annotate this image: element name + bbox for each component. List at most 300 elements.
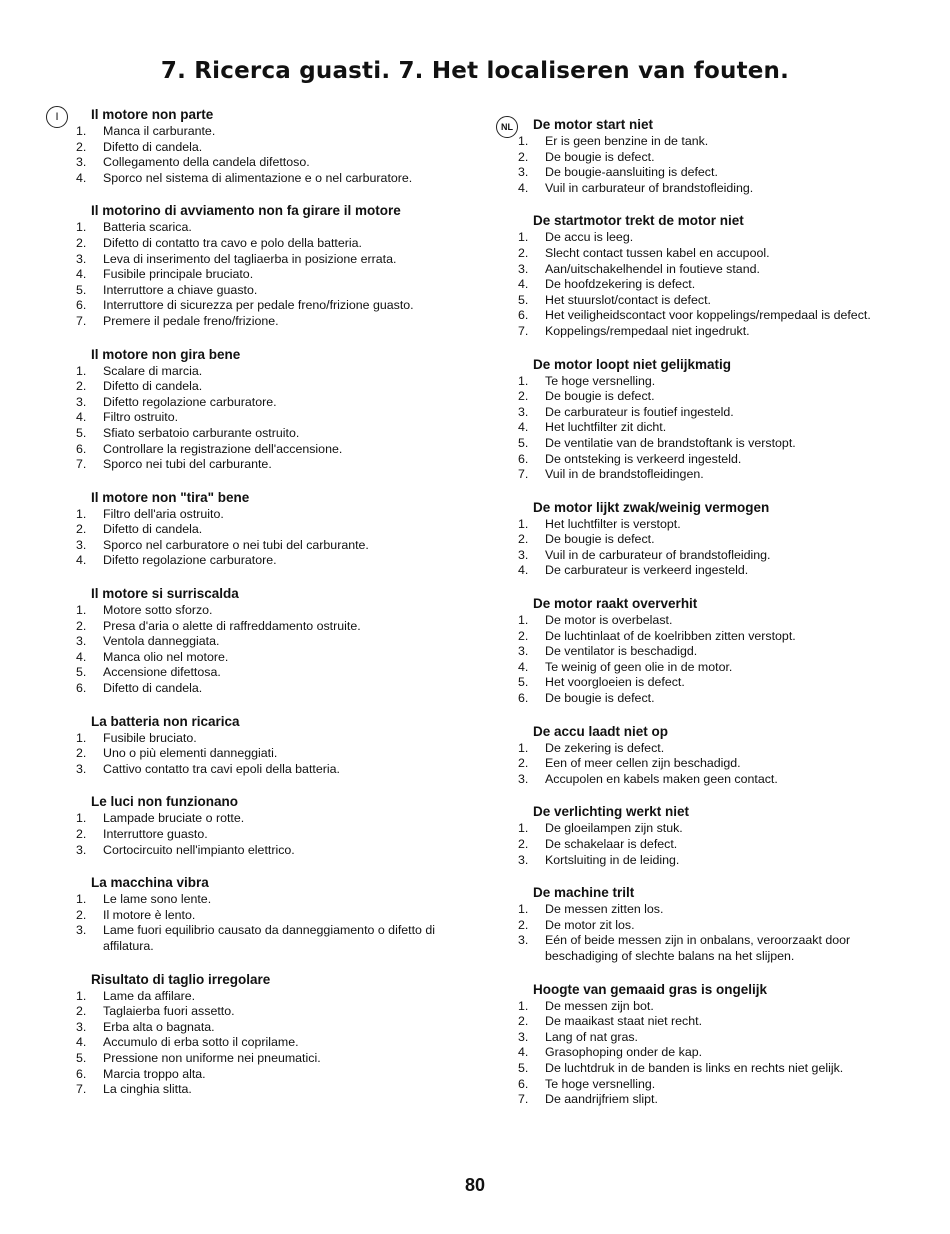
item-text: Batteria scarica. xyxy=(103,220,192,235)
list-item xyxy=(76,457,466,473)
item-text: Grasophoping onder de kap. xyxy=(545,1045,703,1060)
item-text: La cinghia slitta. xyxy=(103,1082,192,1097)
item-text: Accensione difettosa. xyxy=(103,665,221,680)
item-number: 2. xyxy=(76,235,87,250)
page-number: 80 xyxy=(464,1175,486,1195)
list-item xyxy=(76,746,466,762)
section-heading: De verlichting werkt niet xyxy=(533,804,690,820)
troubleshooting-section xyxy=(518,803,898,868)
section-heading: De accu laadt niet op xyxy=(533,723,669,739)
item-number: 3. xyxy=(518,404,529,419)
section-heading: Il motore non "tira" bene xyxy=(91,489,250,505)
item-text: Cortocircuito nell'impianto elettrico. xyxy=(103,842,295,857)
item-text: Kortsluiting in de leiding. xyxy=(545,852,680,867)
cause-list xyxy=(518,741,898,788)
troubleshooting-section xyxy=(76,489,466,569)
list-item xyxy=(76,379,466,395)
item-text: Premere il pedale freno/frizione. xyxy=(103,313,279,328)
item-number: 1. xyxy=(518,134,529,148)
list-item xyxy=(518,420,898,436)
cause-list xyxy=(76,507,466,569)
item-text: Sporco nel carburatore o nei tubi del carburante. xyxy=(103,537,369,552)
list-item xyxy=(76,827,466,843)
list-item xyxy=(76,811,466,827)
item-text: Vuil in de carburateur of brandstofleiding. xyxy=(545,547,771,562)
item-number: 2. xyxy=(76,746,87,761)
list-item xyxy=(518,452,898,468)
troubleshooting-section xyxy=(76,585,466,697)
item-text: De ontsteking is verkeerd ingesteld. xyxy=(545,451,742,466)
item-number: 2. xyxy=(76,618,87,633)
section-heading: Le luci non funzionano xyxy=(91,794,238,810)
item-text: Presa d'aria o alette di raffreddamento ostruite. xyxy=(103,618,361,633)
item-number: 1. xyxy=(76,730,87,745)
item-number: 4. xyxy=(518,1045,529,1060)
troubleshooting-section xyxy=(76,713,466,778)
item-number: 5. xyxy=(518,1060,529,1075)
troubleshooting-section xyxy=(76,106,466,186)
item-text: Marcia troppo alta. xyxy=(103,1066,206,1081)
list-item xyxy=(518,613,898,629)
item-number: 4. xyxy=(518,563,529,578)
item-number: 1. xyxy=(76,363,87,378)
item-text: Te hoge versnelling. xyxy=(545,373,656,388)
section-heading: De startmotor trekt de motor niet xyxy=(533,213,744,229)
item-text: Koppelings/rempedaal niet ingedrukt. xyxy=(545,323,750,338)
item-text: Difetto di candela. xyxy=(103,522,203,537)
list-item xyxy=(518,821,898,837)
item-text: De messen zijn bot. xyxy=(545,998,654,1013)
item-text: Filtro dell'aria ostruito. xyxy=(103,506,224,521)
list-item xyxy=(76,681,466,697)
item-number: 4. xyxy=(518,180,529,195)
list-item xyxy=(518,563,898,579)
list-item xyxy=(518,918,898,934)
list-item xyxy=(76,538,466,554)
item-number: 1. xyxy=(76,811,87,826)
section-heading: Risultato di taglio irregolare xyxy=(91,971,271,987)
item-number: 3. xyxy=(76,394,87,409)
list-item xyxy=(518,405,898,421)
list-item xyxy=(76,298,466,314)
list-item xyxy=(518,629,898,645)
list-item xyxy=(76,1020,466,1036)
section-heading: Il motore si surriscalda xyxy=(91,586,239,602)
list-item xyxy=(76,507,466,523)
item-text: Pressione non uniforme nei pneumatici. xyxy=(103,1050,321,1065)
item-text: De ventilatie van de brandstoftank is verstopt. xyxy=(545,435,796,450)
list-item xyxy=(518,691,898,707)
item-number: 1. xyxy=(76,603,87,618)
troubleshooting-section xyxy=(518,723,898,788)
section-heading: De motor raakt oververhit xyxy=(533,596,698,612)
item-text: Het luchtfilter is verstopt. xyxy=(545,516,681,531)
item-number: 1. xyxy=(518,902,529,917)
troubleshooting-section xyxy=(518,116,898,196)
item-number: 1. xyxy=(76,892,87,907)
item-text: Collegamento della candela difettoso. xyxy=(103,155,310,170)
item-text: Sporco nei tubi del carburante. xyxy=(103,457,272,472)
list-item xyxy=(76,283,466,299)
item-text: De luchtinlaat of de koelribben zitten verstopt. xyxy=(545,628,796,643)
item-text: Interruttore di sicurezza per pedale freno/frizione guasto. xyxy=(103,298,414,313)
item-number: 3. xyxy=(518,1029,529,1044)
item-number: 4. xyxy=(518,277,529,292)
item-number: 3. xyxy=(76,761,87,776)
list-item xyxy=(518,436,898,452)
item-number: 4. xyxy=(76,553,87,568)
list-item xyxy=(518,756,898,772)
item-number: 6. xyxy=(76,681,87,696)
item-number: 6. xyxy=(76,441,87,456)
troubleshooting-section xyxy=(76,874,466,954)
item-text: Eén of beide messen zijn in onbalans, veroorzaakt door beschadiging of slechte balans na het slijpen. xyxy=(545,933,851,963)
item-text: Vuil in carburateur of brandstofleiding. xyxy=(545,180,754,195)
item-number: 2. xyxy=(518,245,529,260)
list-item xyxy=(76,665,466,681)
list-item xyxy=(518,517,898,533)
item-number: 2. xyxy=(76,907,87,922)
item-text: Le lame sono lente. xyxy=(103,892,212,907)
item-number: 6. xyxy=(518,308,529,323)
list-item xyxy=(76,1082,466,1098)
item-number: 3. xyxy=(518,644,529,659)
item-number: 2. xyxy=(518,917,529,932)
troubleshooting-section xyxy=(76,202,466,329)
item-text: De carburateur is foutief ingesteld. xyxy=(545,404,734,419)
item-number: 5. xyxy=(518,292,529,307)
section-heading: La macchina vibra xyxy=(91,875,209,891)
list-item xyxy=(76,220,466,236)
list-item xyxy=(518,1092,898,1108)
item-text: Uno o più elementi danneggiati. xyxy=(103,746,278,761)
item-number: 6. xyxy=(76,1066,87,1081)
list-item xyxy=(76,364,466,380)
item-text: Difetto regolazione carburatore. xyxy=(103,553,277,568)
list-item xyxy=(76,426,466,442)
item-number: 3. xyxy=(76,251,87,266)
item-text: Het luchtfilter zit dicht. xyxy=(545,420,667,435)
item-text: Manca il carburante. xyxy=(103,124,216,138)
item-text: Difetto di candela. xyxy=(103,681,203,696)
item-number: 1. xyxy=(518,230,529,245)
item-text: Controllare la registrazione dell'accensione. xyxy=(103,441,343,456)
section-heading: De motor lijkt zwak/weinig vermogen xyxy=(533,499,770,515)
item-number: 1. xyxy=(518,613,529,628)
item-text: De bougie is defect. xyxy=(545,532,655,547)
list-item xyxy=(76,892,466,908)
item-number: 3. xyxy=(518,852,529,867)
item-text: Scalare di marcia. xyxy=(103,363,203,378)
troubleshooting-section xyxy=(76,971,466,1098)
list-item xyxy=(76,314,466,330)
list-item xyxy=(76,553,466,569)
list-item xyxy=(76,1067,466,1083)
list-item xyxy=(518,467,898,483)
list-item xyxy=(518,902,898,918)
item-number: 4. xyxy=(76,410,87,425)
item-text: De accu is leeg. xyxy=(545,230,634,245)
list-item xyxy=(518,532,898,548)
list-item xyxy=(76,843,466,859)
item-number: 3. xyxy=(76,923,87,938)
item-number: 1. xyxy=(76,124,87,138)
item-text: Sporco nel sistema di alimentazione e o nel carburatore. xyxy=(103,170,413,185)
cause-list xyxy=(76,989,466,1098)
list-item xyxy=(76,908,466,924)
list-item xyxy=(76,171,466,187)
item-number: 4. xyxy=(518,659,529,674)
cause-list xyxy=(76,124,466,186)
cause-list xyxy=(518,902,898,964)
item-number: 3. xyxy=(518,933,529,948)
item-text: Fusibile bruciato. xyxy=(103,730,197,745)
item-number: 2. xyxy=(518,756,529,771)
item-number: 3. xyxy=(76,1019,87,1034)
item-number: 7. xyxy=(76,457,87,472)
item-text: De carburateur is verkeerd ingesteld. xyxy=(545,563,749,578)
troubleshooting-section xyxy=(518,981,898,1108)
item-number: 5. xyxy=(518,675,529,690)
cause-list xyxy=(518,821,898,868)
item-text: Cattivo contatto tra cavi epoli della batteria. xyxy=(103,761,340,776)
troubleshooting-section xyxy=(518,499,898,579)
item-number: 5. xyxy=(76,1050,87,1065)
item-number: 7. xyxy=(518,323,529,338)
list-item xyxy=(76,140,466,156)
list-item xyxy=(518,1077,898,1093)
item-text: Interruttore a chiave guasto. xyxy=(103,282,258,297)
item-number: 2. xyxy=(76,827,87,841)
item-number: 7. xyxy=(76,313,87,328)
item-text: De ventilator is beschadigd. xyxy=(545,644,698,659)
page-title: 7. Ricerca guasti. 7. Het localiseren van fouten. xyxy=(160,58,790,84)
list-item xyxy=(518,853,898,869)
item-text: Lame da affilare. xyxy=(103,988,196,1003)
item-text: De schakelaar is defect. xyxy=(545,837,678,851)
item-number: 4. xyxy=(518,420,529,435)
list-item xyxy=(518,1045,898,1061)
item-number: 2. xyxy=(76,1004,87,1019)
item-text: De luchtdruk in de banden is links en rechts niet gelijk. xyxy=(545,1060,844,1075)
list-item xyxy=(76,989,466,1005)
section-heading: De machine trilt xyxy=(533,885,635,901)
cause-list xyxy=(518,613,898,707)
list-item xyxy=(518,293,898,309)
list-item xyxy=(76,252,466,268)
item-text: Te hoge versnelling. xyxy=(545,1076,656,1091)
item-number: 3. xyxy=(76,155,87,170)
item-number: 6. xyxy=(518,1076,529,1091)
cause-list xyxy=(518,999,898,1108)
list-item xyxy=(76,124,466,140)
item-number: 1. xyxy=(518,998,529,1013)
language-badge-italian: I xyxy=(46,106,68,128)
item-text: Vuil in de brandstofleidingen. xyxy=(545,467,704,482)
troubleshooting-section xyxy=(76,793,466,858)
list-item xyxy=(76,236,466,252)
list-item xyxy=(518,230,898,246)
item-number: 3. xyxy=(76,842,87,857)
item-number: 2. xyxy=(76,522,87,537)
item-text: De maaikast staat niet recht. xyxy=(545,1014,703,1029)
list-item xyxy=(518,660,898,676)
item-text: De motor is overbelast. xyxy=(545,613,673,628)
list-item xyxy=(518,1030,898,1046)
item-number: 3. xyxy=(518,547,529,562)
list-item xyxy=(518,644,898,660)
item-number: 2. xyxy=(518,628,529,643)
list-item xyxy=(518,181,898,197)
item-number: 4. xyxy=(76,1035,87,1050)
item-text: Il motore è lento. xyxy=(103,907,196,922)
list-item xyxy=(76,634,466,650)
list-item xyxy=(518,675,898,691)
item-number: 6. xyxy=(518,451,529,466)
item-number: 1. xyxy=(76,506,87,521)
list-item xyxy=(76,650,466,666)
item-number: 2. xyxy=(518,837,529,851)
section-heading: De motor loopt niet gelijkmatig xyxy=(533,356,732,372)
item-number: 3. xyxy=(518,261,529,276)
troubleshooting-section xyxy=(518,595,898,707)
list-item xyxy=(518,999,898,1015)
list-item xyxy=(76,410,466,426)
item-text: De motor zit los. xyxy=(545,917,635,932)
list-item xyxy=(518,1061,898,1077)
item-text: De messen zitten los. xyxy=(545,902,664,917)
list-item xyxy=(518,308,898,324)
item-text: Taglaierba fuori assetto. xyxy=(103,1004,235,1019)
cause-list xyxy=(518,230,898,339)
item-text: Aan/uitschakelhendel in foutieve stand. xyxy=(545,261,760,276)
item-text: Interruttore guasto. xyxy=(103,827,208,841)
troubleshooting-section xyxy=(518,884,898,964)
item-text: Accumulo di erba sotto il coprilame. xyxy=(103,1035,299,1050)
list-item xyxy=(518,933,898,964)
item-number: 3. xyxy=(76,537,87,552)
item-number: 2. xyxy=(76,139,87,154)
item-text: Difetto di candela. xyxy=(103,139,203,154)
list-item xyxy=(518,741,898,757)
item-number: 1. xyxy=(518,373,529,388)
item-text: Sfiato serbatoio carburante ostruito. xyxy=(103,425,300,440)
list-item xyxy=(518,374,898,390)
cause-list xyxy=(76,220,466,329)
item-number: 1. xyxy=(518,516,529,531)
list-item xyxy=(76,442,466,458)
list-item xyxy=(76,619,466,635)
item-number: 6. xyxy=(76,298,87,313)
item-number: 6. xyxy=(518,691,529,706)
item-text: Het stuurslot/contact is defect. xyxy=(545,292,711,307)
section-heading: Il motore non gira bene xyxy=(91,346,241,362)
list-item xyxy=(518,165,898,181)
item-text: Het veiligheidscontact voor koppelings/rempedaal is defect. xyxy=(545,308,871,323)
item-text: Difetto regolazione carburatore. xyxy=(103,394,277,409)
cause-list xyxy=(76,892,466,954)
list-item xyxy=(76,267,466,283)
item-number: 4. xyxy=(76,267,87,282)
dutch-column xyxy=(518,106,898,1124)
section-heading: Hoogte van gemaaid gras is ongelijk xyxy=(533,981,768,997)
item-text: De zekering is defect. xyxy=(545,740,665,755)
item-text: Te weinig of geen olie in de motor. xyxy=(545,659,733,674)
list-item xyxy=(518,134,898,150)
section-heading: Il motore non parte xyxy=(91,107,214,122)
cause-list xyxy=(76,811,466,858)
item-number: 5. xyxy=(518,435,529,450)
item-text: Een of meer cellen zijn beschadigd. xyxy=(545,756,741,771)
item-text: Fusibile principale bruciato. xyxy=(103,267,254,282)
list-item xyxy=(76,155,466,171)
item-text: Lame fuori equilibrio causato da danneggiamento o difetto di affilatura. xyxy=(103,923,436,953)
item-text: Accupolen en kabels maken geen contact. xyxy=(545,771,778,786)
item-number: 4. xyxy=(76,649,87,664)
list-item xyxy=(518,1014,898,1030)
list-item xyxy=(76,1004,466,1020)
cause-list xyxy=(76,731,466,778)
item-number: 4. xyxy=(76,170,87,185)
item-number: 5. xyxy=(76,282,87,297)
language-badge-dutch: NL xyxy=(496,116,518,138)
list-item xyxy=(76,522,466,538)
troubleshooting-section xyxy=(518,356,898,483)
list-item xyxy=(76,762,466,778)
cause-list xyxy=(518,374,898,483)
list-item xyxy=(76,1035,466,1051)
item-text: Erba alta o bagnata. xyxy=(103,1019,215,1034)
item-number: 5. xyxy=(76,425,87,440)
item-text: De hoofdzekering is defect. xyxy=(545,277,696,292)
list-item xyxy=(518,150,898,166)
section-heading: La batteria non ricarica xyxy=(91,713,240,729)
item-text: Lang of nat gras. xyxy=(545,1029,638,1044)
item-text: De gloeilampen zijn stuk. xyxy=(545,821,683,836)
list-item xyxy=(518,262,898,278)
list-item xyxy=(518,246,898,262)
item-number: 1. xyxy=(76,988,87,1003)
item-number: 2. xyxy=(518,389,529,404)
item-text: De bougie is defect. xyxy=(545,691,655,706)
cause-list xyxy=(76,364,466,473)
item-number: 2. xyxy=(518,532,529,547)
item-text: Manca olio nel motore. xyxy=(103,649,229,664)
item-number: 7. xyxy=(518,1092,529,1107)
item-text: Het voorgloeien is defect. xyxy=(545,675,685,690)
italian-column xyxy=(76,106,466,1114)
item-text: Filtro ostruito. xyxy=(103,410,179,425)
list-item xyxy=(518,837,898,853)
troubleshooting-section xyxy=(518,212,898,339)
item-number: 1. xyxy=(518,821,529,836)
item-text: De bougie-aansluiting is defect. xyxy=(545,165,718,180)
item-text: De bougie is defect. xyxy=(545,149,655,164)
list-item xyxy=(76,395,466,411)
item-text: Lampade bruciate o rotte. xyxy=(103,811,245,826)
item-number: 1. xyxy=(518,740,529,755)
item-text: Ventola danneggiata. xyxy=(103,634,220,649)
list-item xyxy=(76,1051,466,1067)
item-number: 5. xyxy=(76,665,87,680)
item-text: Er is geen benzine in de tank. xyxy=(545,134,709,148)
item-number: 7. xyxy=(518,467,529,482)
item-number: 2. xyxy=(518,1014,529,1029)
troubleshooting-section xyxy=(76,346,466,473)
item-text: Difetto di contatto tra cavo e polo della batteria. xyxy=(103,235,362,250)
item-number: 3. xyxy=(518,165,529,180)
item-number: 3. xyxy=(76,634,87,649)
